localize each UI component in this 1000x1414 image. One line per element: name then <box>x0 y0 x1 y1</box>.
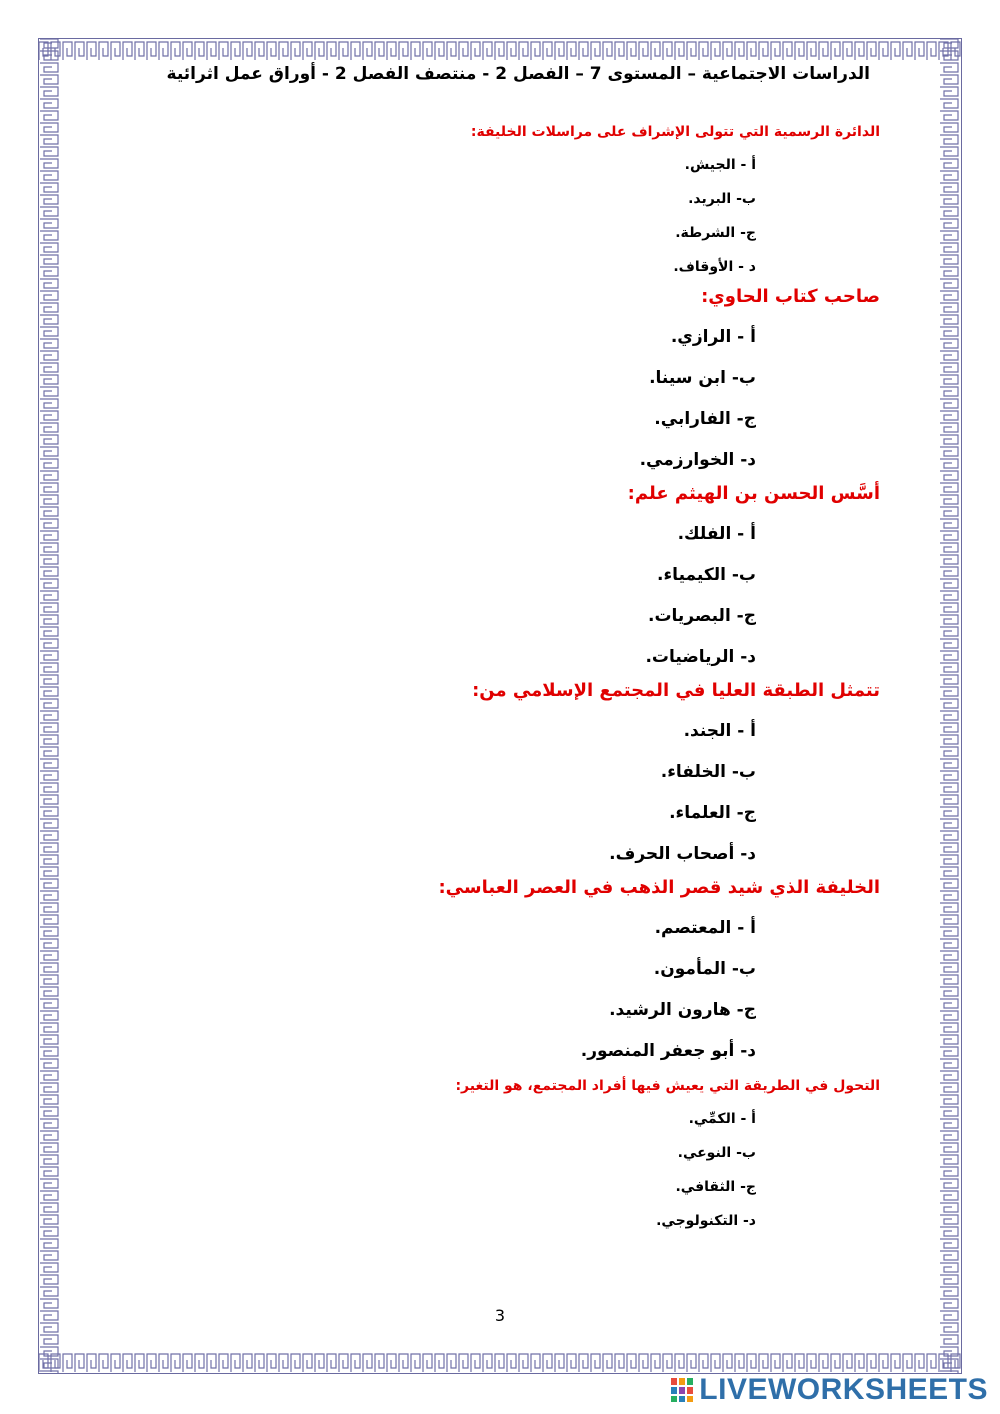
q6-option-a[interactable]: أ - الكمِّي. <box>688 1111 756 1127</box>
question-3: أسَّس الحسن بن الهيثم علم: <box>627 483 880 504</box>
q2-option-b[interactable]: ب- ابن سينا. <box>649 368 756 388</box>
q1-option-d[interactable]: د - الأوقاف. <box>673 259 756 275</box>
q5-option-a[interactable]: أ - المعتصم. <box>654 918 756 938</box>
q1-option-b[interactable]: ب- البريد. <box>688 191 756 207</box>
q3-option-d[interactable]: د- الرياضيات. <box>645 647 756 667</box>
q3-option-b[interactable]: ب- الكيمياء. <box>657 565 756 585</box>
question-5: الخليفة الذي شيد قصر الذهب في العصر العباسي: <box>438 877 880 898</box>
question-1: الدائرة الرسمية التي تتولى الإشراف على مراسلات الخليفة: <box>470 124 880 140</box>
q5-option-b[interactable]: ب- المأمون. <box>653 959 756 979</box>
q2-option-a[interactable]: أ - الرازي. <box>670 327 756 347</box>
grid-logo-icon <box>671 1378 693 1402</box>
worksheet-content <box>120 118 880 1238</box>
q6-option-d[interactable]: د- التكنولوجي. <box>656 1213 756 1229</box>
q4-option-d[interactable]: د- أصحاب الحرف. <box>609 844 756 864</box>
question-4: تتمثل الطبقة العليا في المجتمع الإسلامي من: <box>472 680 880 701</box>
page-number: 3 <box>494 1306 506 1325</box>
q4-option-c[interactable]: ج- العلماء. <box>669 803 756 823</box>
q2-option-d[interactable]: د- الخوارزمي. <box>639 450 756 470</box>
q6-option-c[interactable]: ج- الثقافي. <box>675 1179 756 1195</box>
q5-option-c[interactable]: ج- هارون الرشيد. <box>609 1000 756 1020</box>
q6-option-b[interactable]: ب- النوعي. <box>677 1145 756 1161</box>
question-6: التحول في الطريقة التي يعيش فيها أفراد المجتمع، هو التغير: <box>455 1078 880 1094</box>
q5-option-d[interactable]: د- أبو جعفر المنصور. <box>580 1041 756 1061</box>
q4-option-a[interactable]: أ - الجند. <box>683 721 756 741</box>
q1-option-c[interactable]: ج- الشرطة. <box>675 225 756 241</box>
question-2: صاحب كتاب الحاوي: <box>701 286 880 307</box>
q4-option-b[interactable]: ب- الخلفاء. <box>660 762 756 782</box>
liveworksheets-logo[interactable] <box>671 1372 988 1408</box>
q3-option-c[interactable]: ج- البصريات. <box>647 606 756 626</box>
page-header: الدراسات الاجتماعية – المستوى 7 – الفصل 2 - منتصف الفصل 2 - أوراق عمل اثرائية <box>166 64 870 84</box>
q3-option-a[interactable]: أ - الفلك. <box>677 524 756 544</box>
q1-option-a[interactable]: أ - الجيش. <box>684 157 756 173</box>
q2-option-c[interactable]: ج- الفارابي. <box>654 409 756 429</box>
brand-name: LIVEWORKSHEETS <box>699 1373 988 1406</box>
